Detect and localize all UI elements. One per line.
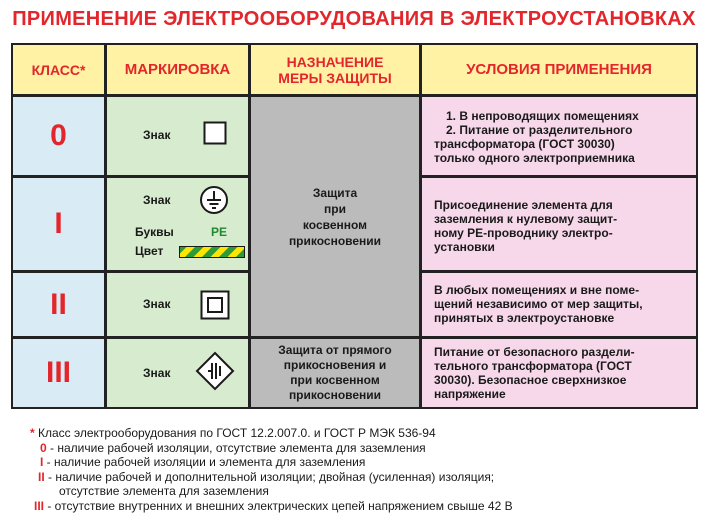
class-cell-i: I xyxy=(13,178,104,270)
header-conditions-label: УСЛОВИЯ ПРИМЕНЕНИЯ xyxy=(466,61,652,78)
condition-line: установки xyxy=(434,240,495,254)
footnote-code: I xyxy=(40,455,44,469)
marking-cell-iii xyxy=(107,339,248,407)
footnote-code: II xyxy=(38,469,45,484)
class-cell-0: 0 xyxy=(13,97,104,175)
ground-sign-icon xyxy=(199,185,229,215)
color-label: Цвет xyxy=(135,244,164,258)
condition-line: 30030). Безопасное сверхнизкое xyxy=(434,373,627,387)
footnote-header-text: Класс электрооборудования по ГОСТ 12.2.007.0. и ГОСТ Р МЭК 536-94 xyxy=(38,426,436,440)
marking-cell-i xyxy=(107,178,248,270)
protection-indirect-line: Защита xyxy=(312,185,358,200)
page-title: ПРИМЕНЕНИЕ ЭЛЕКТРООБОРУДОВАНИЯ В ЭЛЕКТРОУСТАНОВКАХ xyxy=(12,8,696,30)
condition-line: заземления к нулевому защит- xyxy=(434,212,618,226)
footnote-code: III xyxy=(34,498,45,513)
square-sign-icon xyxy=(203,121,227,145)
protection-direct-cell xyxy=(251,339,419,407)
condition-line: напряжение xyxy=(434,387,506,401)
protection-direct-line: при косвенном xyxy=(290,373,380,387)
footnote-item xyxy=(30,441,700,456)
footnote-text: - наличие рабочей и дополнительной изоляции; двойная (усиленная) изоляция; xyxy=(44,469,495,484)
header-marking xyxy=(107,45,248,94)
footnote-text: отсутствие элемента для заземления xyxy=(59,484,269,498)
diamond-class-iii-icon xyxy=(195,351,235,391)
footnotes xyxy=(30,426,700,513)
footnote-item xyxy=(30,484,700,499)
sign-label: Знак xyxy=(143,297,171,311)
protection-indirect-line: косвенном xyxy=(302,217,368,232)
header-conditions xyxy=(422,45,696,94)
conditions-cell-i xyxy=(422,178,696,270)
condition-line: только одного электроприемника xyxy=(434,151,635,165)
conditions-cell-ii xyxy=(422,273,696,336)
protection-direct-line: прикосновении xyxy=(288,388,382,402)
header-protection-line1: НАЗНАЧЕНИЕ xyxy=(286,53,384,70)
sign-label: Знак xyxy=(143,193,171,207)
footnote-header xyxy=(30,426,700,441)
conditions-cell-iii xyxy=(422,339,696,407)
footnote-item xyxy=(30,499,700,514)
equipment-table xyxy=(11,43,698,409)
footnote-text: - отсутствие внутренних и внешних электрических цепей напряжением свыше 42 В xyxy=(44,498,513,513)
footnote-text: - наличие рабочей изоляции и элемента для заземления xyxy=(43,455,366,469)
condition-line: трансформатора (ГОСТ 30030) xyxy=(434,137,615,151)
double-square-sign-icon xyxy=(200,290,230,320)
header-protection xyxy=(251,45,419,94)
protection-indirect-cell xyxy=(251,97,419,336)
asterisk-icon: * xyxy=(30,426,35,440)
marking-cell-0 xyxy=(107,97,248,175)
sign-label: Знак xyxy=(143,366,171,380)
conditions-cell-0 xyxy=(422,97,696,175)
footnote-item xyxy=(30,470,700,485)
green-yellow-stripe-icon xyxy=(179,246,245,258)
header-class-label: КЛАСС* xyxy=(31,61,86,78)
letters-value: PE xyxy=(211,225,228,239)
condition-line: щений независимо от мер защиты, xyxy=(434,297,643,311)
condition-line: принятых в электроустановке xyxy=(434,311,615,325)
condition-line: 1. В непроводящих помещениях xyxy=(446,109,639,123)
header-protection-line2: МЕРЫ ЗАЩИТЫ xyxy=(278,69,392,86)
protection-indirect-line: при xyxy=(324,201,346,216)
condition-line: 2. Питание от разделительного xyxy=(446,123,633,137)
condition-line: Присоединение элемента для xyxy=(434,198,613,212)
header-marking-label: МАРКИРОВКА xyxy=(124,61,231,78)
condition-line: тельного трансформатора (ГОСТ xyxy=(434,359,632,373)
sign-label: Знак xyxy=(143,128,171,142)
marking-cell-ii xyxy=(107,273,248,336)
footnote-item xyxy=(30,455,700,470)
protection-direct-line: Защита от прямого xyxy=(278,343,392,357)
class-cell-ii: II xyxy=(13,273,104,336)
header-class xyxy=(13,45,104,94)
condition-line: В любых помещениях и вне поме- xyxy=(434,283,640,297)
condition-line: Питание от безопасного раздели- xyxy=(434,345,635,359)
footnote-code: 0 xyxy=(40,440,47,455)
footnote-text: - наличие рабочей изоляции, отсутствие элемента для заземления xyxy=(46,440,426,455)
letters-label: Буквы xyxy=(135,225,174,239)
protection-direct-line: прикосновения и xyxy=(283,358,387,372)
class-cell-iii: III xyxy=(13,339,104,407)
protection-indirect-line: прикосновении xyxy=(288,233,382,248)
condition-line: ному PE-проводнику электро- xyxy=(434,226,613,240)
